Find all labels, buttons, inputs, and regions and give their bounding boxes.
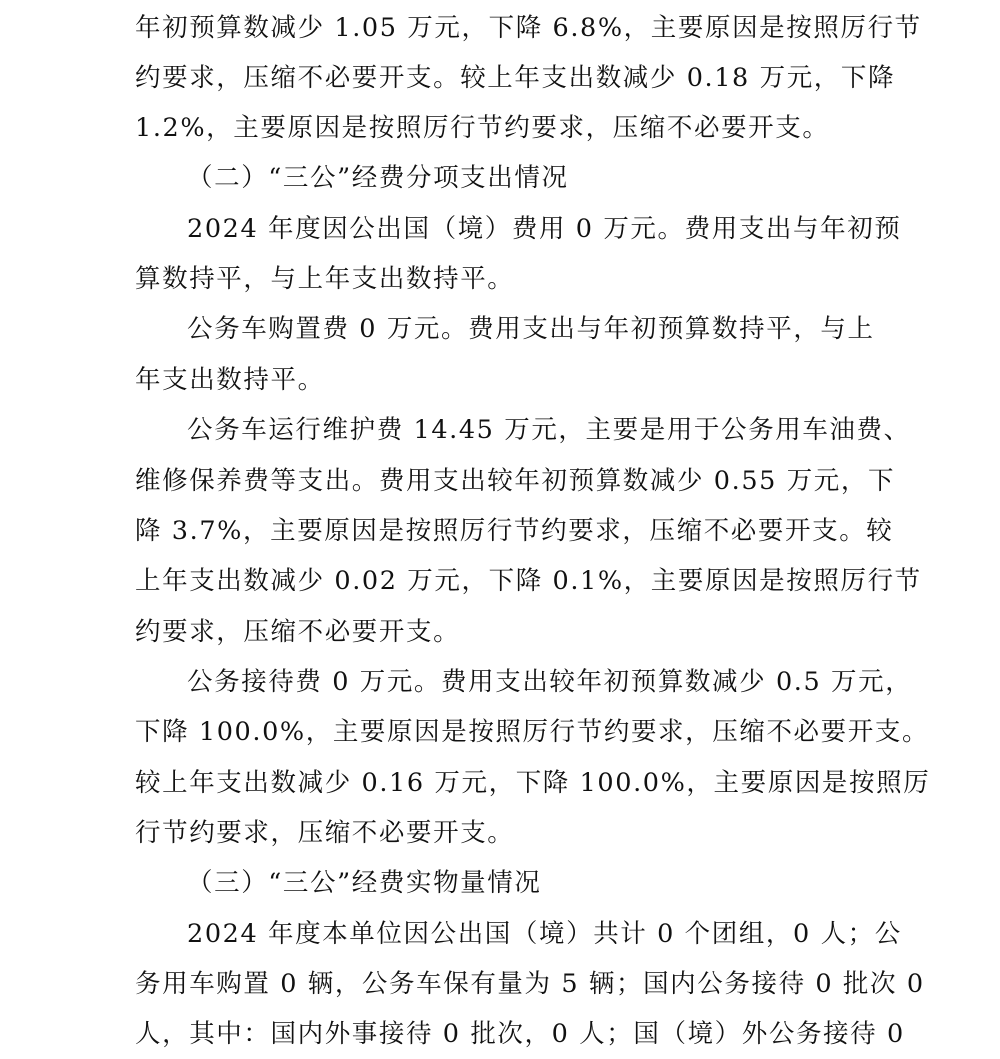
text-line: 1.2%，主要原因是按照厉行节约要求，压缩不必要开支。 — [135, 113, 830, 143]
text-line: 约要求，压缩不必要开支。较上年支出数减少 0.18 万元，下降 — [135, 63, 896, 93]
section-heading: （三）“三公”经费实物量情况 — [187, 868, 542, 898]
section-heading: （二）“三公”经费分项支出情况 — [187, 163, 569, 193]
text-line: 公务车购置费 0 万元。费用支出与年初预算数持平，与上 — [187, 314, 875, 344]
text-line: 降 3.7%，主要原因是按照厉行节约要求，压缩不必要开支。较 — [135, 516, 894, 546]
text-line: 人，其中：国内外事接待 0 批次，0 人；国（境）外公务接待 0 — [135, 1019, 905, 1049]
text-line: 公务车运行维护费 14.45 万元，主要是用于公务用车油费、 — [187, 415, 911, 445]
text-line: 维修保养费等支出。费用支出较年初预算数减少 0.55 万元，下 — [135, 466, 896, 496]
text-line: 年初预算数减少 1.05 万元，下降 6.8%，主要原因是按照厉行节 — [135, 13, 922, 43]
text-line: 务用车购置 0 辆，公务车保有量为 5 辆；国内公务接待 0 批次 0 — [135, 969, 925, 999]
text-line: 2024 年度因公出国（境）费用 0 万元。费用支出与年初预 — [187, 214, 902, 244]
text-line: 公务接待费 0 万元。费用支出较年初预算数减少 0.5 万元， — [187, 667, 913, 697]
text-line: 算数持平，与上年支出数持平。 — [135, 264, 515, 294]
text-line: 行节约要求，压缩不必要开支。 — [135, 818, 515, 848]
text-line: 较上年支出数减少 0.16 万元，下降 100.0%，主要原因是按照厉 — [135, 768, 931, 798]
text-line: 年支出数持平。 — [135, 365, 325, 395]
text-line: 下降 100.0%，主要原因是按照厉行节约要求，压缩不必要开支。 — [135, 717, 930, 747]
text-line: 上年支出数减少 0.02 万元，下降 0.1%，主要原因是按照厉行节 — [135, 566, 922, 596]
text-line: 约要求，压缩不必要开支。 — [135, 617, 461, 647]
text-line: 2024 年度本单位因公出国（境）共计 0 个团组，0 人；公 — [187, 919, 902, 949]
